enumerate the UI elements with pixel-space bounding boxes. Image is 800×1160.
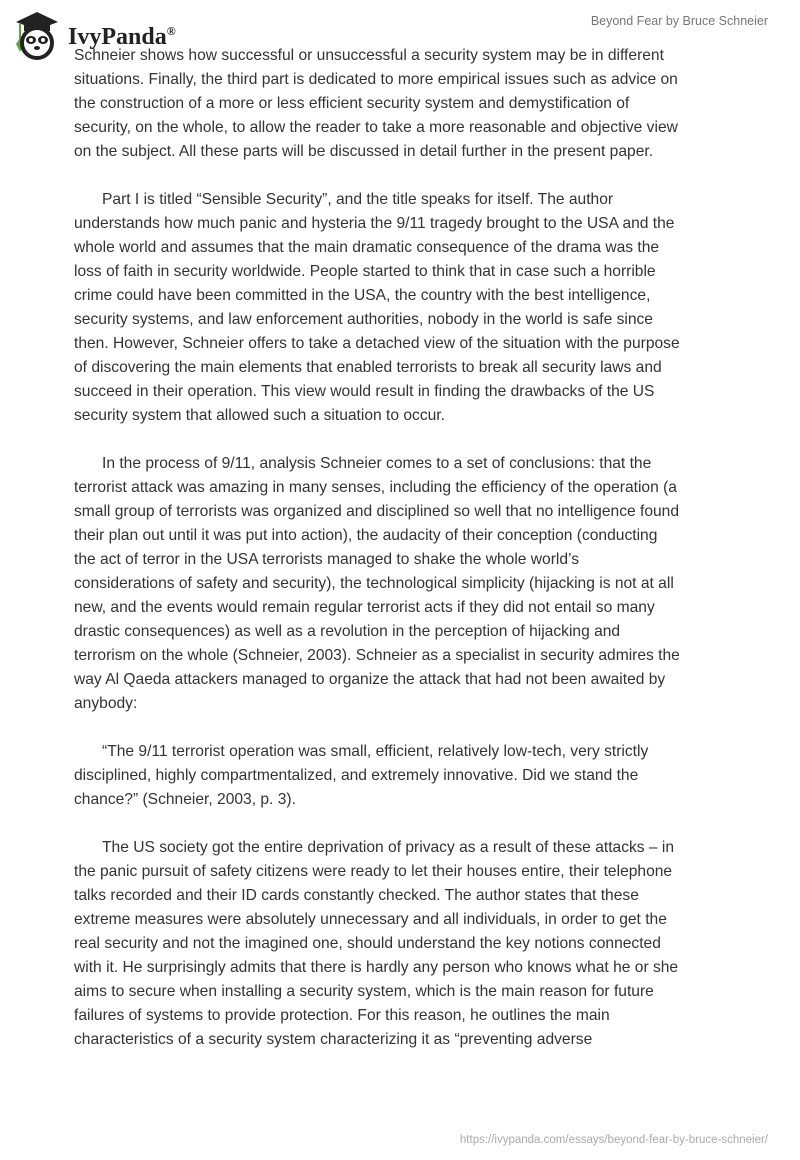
text-line: aims to secure when installing a security system, which is the main reason for future — [74, 983, 654, 1000]
text-line: drastic consequences) as well as a revolution in the perception of hijacking and — [74, 623, 621, 640]
panda-graduate-icon — [12, 8, 62, 60]
text-line: talks recorded and their ID cards constantly checked. The author states that these — [74, 887, 639, 904]
text-line: whole world and assumes that the main dramatic consequence of the drama was the — [74, 239, 660, 256]
paragraph — [74, 44, 754, 164]
text-line: then. However, Schneier offers to take a detached view of the situation with the purpose — [74, 335, 680, 352]
text-line: considerations of safety and security), the technological simplicity (hijacking is not at all — [74, 575, 674, 592]
text-line: way Al Qaeda attackers managed to organize the attack that had not been awaited by — [74, 671, 666, 688]
text-line: The US society got the entire deprivation of privacy as a result of these attacks – in — [102, 839, 675, 856]
text-line: small group of terrorists was organized and disciplined so well that no intelligence found — [74, 503, 680, 520]
document-title: Beyond Fear by Bruce Schneier — [590, 14, 768, 28]
text-line: terrorist attack was amazing in many senses, including the efficiency of the operation (a — [74, 479, 677, 496]
paragraph — [74, 188, 754, 428]
logo-text: IvyPanda® — [68, 23, 176, 50]
text-line: extreme measures were absolutely unnecessary and all individuals, in order to get the — [74, 911, 667, 928]
text-line: loss of faith in security worldwide. People started to think that in case such a horrible — [74, 263, 656, 280]
text-line: chance?” (Schneier, 2003, p. 3). — [74, 791, 296, 808]
text-line: security system that allowed such a situation to occur. — [74, 407, 445, 424]
text-line: the panic pursuit of safety citizens were ready to let their houses entire, their telephone — [74, 863, 673, 880]
text-line: their plan out until it was put into action), the audacity of their conception (conducting — [74, 527, 658, 544]
text-line: of discovering the main elements that enabled terrorists to break all security laws and — [74, 359, 662, 376]
text-line: characteristics of a security system characterizing it as “preventing adverse — [74, 1031, 593, 1048]
text-line: with it. He surprisingly admits that there is hardly any person who knows what he or she — [74, 959, 679, 976]
paragraph — [74, 740, 754, 812]
text-line: Part I is titled “Sensible Security”, and the title speaks for itself. The author — [102, 191, 614, 208]
text-line: security, on the whole, to allow the reader to take a more reasonable and objective view — [74, 119, 678, 136]
text-line: succeed in their operation. This view would result in finding the drawbacks of the US — [74, 383, 655, 400]
text-line: security systems, and law enforcement authorities, nobody in the world is safe since — [74, 311, 653, 328]
text-line: In the process of 9/11, analysis Schneier comes to a set of conclusions: that the — [102, 455, 652, 472]
text-line: Schneier shows how successful or unsuccessful a security system may be in different — [74, 47, 664, 64]
text-line: terrorism on the whole (Schneier, 2003). Schneier as a specialist in security admires the — [74, 647, 680, 664]
text-line: crime could have been committed in the USA, the country with the best intelligence, — [74, 287, 651, 304]
text-line: disciplined, highly compartmentalized, and extremely innovative. Did we stand the — [74, 767, 639, 784]
paragraph — [74, 836, 754, 1052]
text-line: on the subject. All these parts will be discussed in detail further in the present paper. — [74, 143, 654, 160]
text-line: situations. Finally, the third part is dedicated to more empirical issues such as advice on — [74, 71, 678, 88]
text-line: real security and not the imagined one, should understand the key notions connected — [74, 935, 661, 952]
text-line: anybody: — [74, 695, 138, 712]
essay-body — [74, 44, 754, 1076]
text-line: the construction of a more or less efficient security system and demystification of — [74, 95, 630, 112]
source-url[interactable]: https://ivypanda.com/essays/beyond-fear-by-bruce-schneier/ — [459, 1134, 768, 1146]
text-line: new, and the events would remain regular terrorist acts if they did not entail so many — [74, 599, 655, 616]
text-line: understands how much panic and hysteria the 9/11 tragedy brought to the USA and the — [74, 215, 675, 232]
text-line: “The 9/11 terrorist operation was small, efficient, relatively low-tech, very strictly — [102, 743, 649, 760]
paragraph — [74, 452, 754, 716]
text-line: failures of systems to provide protection. For this reason, he outlines the main — [74, 1007, 610, 1024]
text-line: the act of terror in the USA terrorists managed to shake the whole world’s — [74, 551, 580, 568]
